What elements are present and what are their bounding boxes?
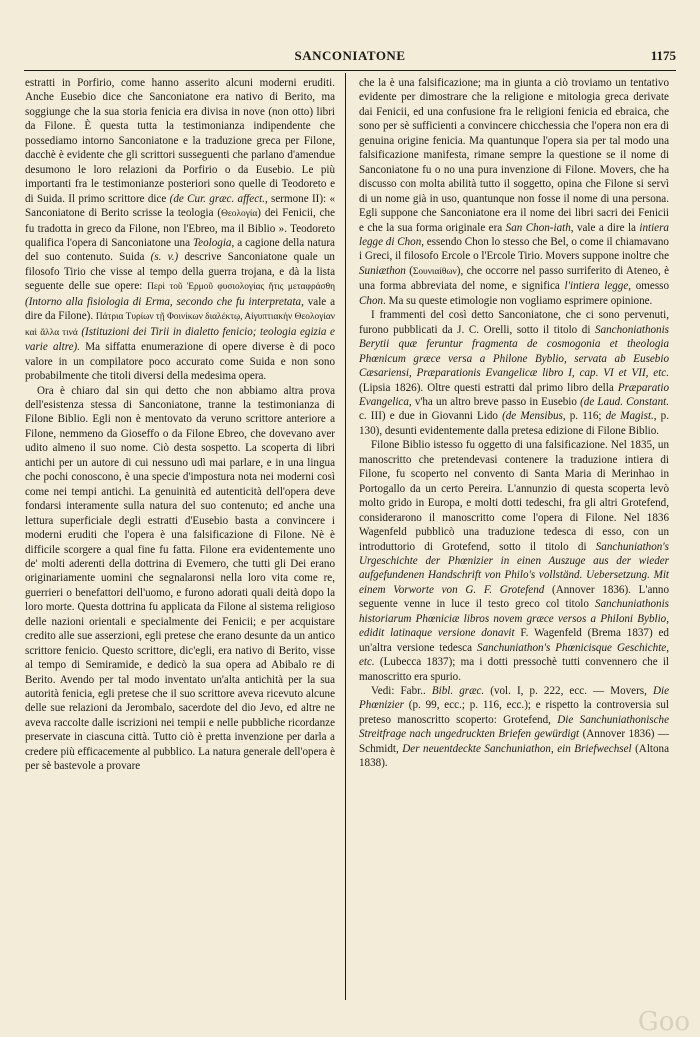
text-run: (Annover 1836) — Schmidt, [359, 728, 670, 755]
italic-text: Sanchuniathon's Phœnicisque Geschichte, etc. [359, 641, 669, 669]
left-column [25, 76, 335, 774]
greek-text: Θεολογία [221, 209, 258, 220]
text-run: ), che occorre nel passo surriferito di Ateneo, è una forma abbreviata del nome, e significa [359, 264, 669, 293]
text-run: (Altona 1838). [359, 742, 669, 770]
running-title: SANCONIATONE [294, 48, 406, 63]
italic-text: de Magist. [605, 410, 654, 423]
text-run: , vale a dire la [570, 221, 640, 234]
italic-text: Sanchoniathonis Berytii quæ feruntur fragmenta de cosmogonia et theologia Phœnicum græce versa a Philone Byblio, servata ab Eusebio Cæsariensi, Præparationis Evangelicæ libro I, cap. VI et VII, etc. [359, 323, 669, 380]
paragraph [359, 438, 669, 684]
text-run: . Ma su queste etimologie non vogliamo esprimere opinione. [383, 294, 653, 307]
text-run: (Annover 1836). L'anno seguente venne in luce il testo greco col titolo [359, 583, 670, 611]
text-run: F. Wagenfeld (Brema 1837) ed un'altra versione tedesca [359, 627, 669, 654]
paragraph [25, 384, 335, 774]
italic-text: (de Mensibus [502, 410, 563, 423]
italic-text: Der neuentdeckte Sanchuniathon, ein Briefwechsel [402, 742, 632, 755]
page-number: 1175 [650, 48, 676, 63]
text-run: (Lubecca 1837); ma i dotti pressochè tutti convennero che il manoscritto era spurio. [359, 656, 669, 683]
text-run: ) dei Fenicii, che fu tradotta in greco da Filone, non l'Ebreo, ma il Biblio ». Teodoreto qualifica l'opera di Sanconiatone una [25, 207, 335, 249]
italic-text: (s. v.) [150, 251, 179, 264]
text-run: estratti in Porfirio, come hanno asserito alcuni moderni eruditi. Anche Eusebio dice che Sanconiatone era nativo di Berito, ma soggiunge che la sua storia fenicia era divisa in nove (non otto) libri da Filone. È questa tutta la testimonianza indipendente che possediamo intorno Sanconiatone e la traduzione greca per Filone, dacchè è evidente che gli scrittori susseguenti che parlano d'amendue desumono le loro relazioni da Porfirio o da Eusebio. Le più importanti fra le testimonianze posteriori sono quelle di Teodoreto e di Suida. Il primo scrittore dice [25, 77, 335, 205]
italic-text: (Istituzioni dei Tirii in dialetto fenicio; teologia egizia e varie altre). [25, 325, 335, 354]
italic-text: Suniæthon [359, 264, 406, 277]
italic-text: (Intorno alla fisiologia di Erma, secondo che fu interpretata, [25, 295, 304, 308]
watermark: Goo [637, 1007, 690, 1037]
column-divider [345, 73, 346, 1000]
italic-text: Præparatio Evangelica [359, 381, 669, 408]
paragraph [359, 76, 669, 308]
text-run: Vedi: Fabr.. [371, 685, 432, 698]
text-run: ( [405, 264, 413, 277]
text-run: , v'ha un altro breve passo in Eusebio [408, 395, 581, 408]
italic-text: intiera legge di Chon [359, 221, 669, 248]
text-run: I frammenti del così detto Sanconiatone, che ci sono pervenuti, furono pubblicati da J. C. Orelli, sotto il titolo di [359, 309, 669, 336]
text-run: , sermone II): « Sanconiatone di Berito scrisse la teologia ( [25, 192, 335, 220]
paragraph [359, 308, 669, 438]
text-run: (Lipsia 1826). Oltre questi estratti dal primo libro della [359, 381, 618, 394]
italic-text: Die Sanchuniathonische Streitfrage nach ungedruckten Briefen gewürdigt [359, 713, 669, 741]
italic-text: Sanchuniathon's Urgeschichte der Phœnizier in einen Auszuge aus der wieder aufgefundenen Handschrift von Philo's vollständ. Uebersetzung. Mit einem Vorworte von G. F. Grotefend [359, 540, 669, 596]
greek-text: Περὶ τοῦ Ἑρμοῦ φυσιολογίας ἥτις μεταφράσθη [147, 282, 335, 293]
text-run: Ora è chiaro dal sin qui detto che non abbiamo altra prova dell'esistenza stessa di Sanconiatone, tranne la testimonianza di Filone Biblio. Egli non è mentovato da veruno scrittore anteriore a Filone, nemmeno da Gioseffo o da Filone Ebreo, che dovevano aver udito almeno il suo nome. Ciò desta sospetto. La scoperta di libri antichi per un autore di cui nessuno udì mai parlare, e in una lingua che pochi conoscono, è una specie d'impostura nota nei moderni così come nei tempi antichi. La genuinità ed autenticità dell'opera deve fondarsi interamente sulla natura del suo contenuto; ed anche una lettura superficiale degli estratti d'Eusebio basta a convincere i moderni eruditi che l'opera è una falsificazione di Filone. Nè è difficile scorgere a qual fine fu fatta. Filone era evidentemente uno de' molti aderenti della dottrina di Evemero, che tutti gli Dei erano originariamente uomini che segnalaronsi nella loro vita come re, guerrieri o benefattori dell'uomo, e furono adorati quali deità dopo la loro morte. Questa dottrina fu applicata da Filone al sistema religioso delle nazioni orientali e specialmente dei Fenicii; e per acquistare credito alle sue asserzioni, egli pretese che erano desunte da un antico scrittore fenicio. Questo scrittore, dic'egli, era nativo di Berito, visse al tempo di Semiramide, e dedicò la sua opera ad Abibalo re di Berito. Avendo per tal modo inventato un'alta antichità per la sua autorità fenicia, egli pretese che il suo scrittore aveva ricevuto alcune delle sue relazioni da Jerombalo, sacerdote del dio Jevo, ed altre ne aveva raccolte dalle iscrizioni nei tempii e nelle pubbliche ricordanze preservate in ciascuna città. Tutto ciò è pretta invenzione per darla a credere più efficacemente al pubblico. La natura generale dell'opera è per sè bastevole a provare [25, 384, 335, 773]
text-run: (p. 99, ecc.; p. 116, ecc.); e rispetto la controversia sul preteso manoscritto scoperto: Grotefend, [359, 699, 669, 726]
running-header [24, 48, 676, 71]
italic-text: Die Phœnizier [359, 685, 670, 712]
text-run: che la è una falsificazione; ma in giunta a ciò troviamo un tentativo evidente per dimostrare che la religione e mitologia greca derivate dai Fenicii, ed una confusione fra le religioni fenicia ed ebraica, che sono per sè sufficienti a convincere chicchessia che l'opera non era di genuina origine fenicia. Ma quantunque l'opera sia per tal modo una falsificazione manifesta, rimane sempre la questione se il nome di Sanconiatone fu o no una pura invenzione di Filone. Movers, che ha discusso con molta abilità tutto il soggetto, opina che Filone si servì di un nome già in uso, quantunque non fosse il nome di una persona. Egli suppone che Sanconiatone era il nome dei libri sacri dei Fenicii e che la sua forma originale era [359, 77, 669, 234]
greek-text: Πάτρια Τυρίων τῇ Φοινίκων διαλέκτῳ, Αἰγυπτιακὴν Θεολογίαν καὶ ἄλλα τινά [25, 312, 336, 338]
italic-text: San Chon-iath [505, 221, 571, 234]
text-run: , a cagione della natura del suo contenuto. Suida [25, 236, 335, 264]
paragraph [25, 76, 335, 384]
text-run: Filone Biblio istesso fu oggetto di una falsificazione. Nel 1835, un manoscritto che pretendevasi contenere la traduzione intiera di Filone, fu scoperto nel convento di Santa Maria di Merinhao in Portogallo da un certo Pereira. L'annunzio di questa scoperta levò molto grido in Europa, e molti dotti tedeschi, fra gli altri Grotefend, considerarono il manoscritto come l'opera di Filone. Nel 1836 Wagenfeld pubblicò una traduzione tedesca di esso, con un introduttorio di Grotefend, sotto il titolo di [359, 439, 669, 553]
text-run: c. III) e due in Giovanni Lido [359, 410, 503, 423]
greek-text: Σουνιαίθων [412, 266, 457, 277]
text-run: vale a dire da Filone). [25, 295, 335, 323]
paragraph [359, 684, 669, 771]
text-run: Ma siffatta enumerazione di opere diverse è di poco valore in un compilatore poco accurato come Suida e non sono probabilmente che titoli diversi della medesima opera. [25, 341, 336, 383]
italic-text: Teologia [193, 236, 232, 249]
italic-text: l'intiera legge [564, 280, 629, 293]
italic-text: Chon [359, 294, 384, 307]
text-run: , p. 116; [562, 410, 606, 423]
text-run: , p. 130), desunti evidentemente dalla pretesa edizione di Filone Biblio. [359, 410, 670, 437]
text-run: , omesso [628, 280, 670, 293]
text-run: (vol. I, p. 222, ecc. — Movers, [484, 685, 653, 698]
italic-text: (de Laud. Constant. [580, 395, 669, 408]
text-run: descrive Sanconiatone quale un filosofo Tirio che visse al tempo della guerra trojana, e dà la lista seguente delle sue opere: [25, 251, 335, 293]
text-run: , essendo Chon lo stesso che Bel, o come il chiamavano i Greci, il filosofo Ercole o l'Ercole Tirio. Movers suppone inoltre che [359, 235, 669, 263]
italic-text: Bibl. græc. [431, 685, 485, 698]
italic-text: (de Cur. græc. affect. [169, 192, 265, 205]
right-column [359, 76, 669, 771]
italic-text: Sanchuniathonis historiarum Phœniciæ libros novem græce versos a Philoni Byblio, edidit latinaque versione donavit [359, 598, 669, 640]
